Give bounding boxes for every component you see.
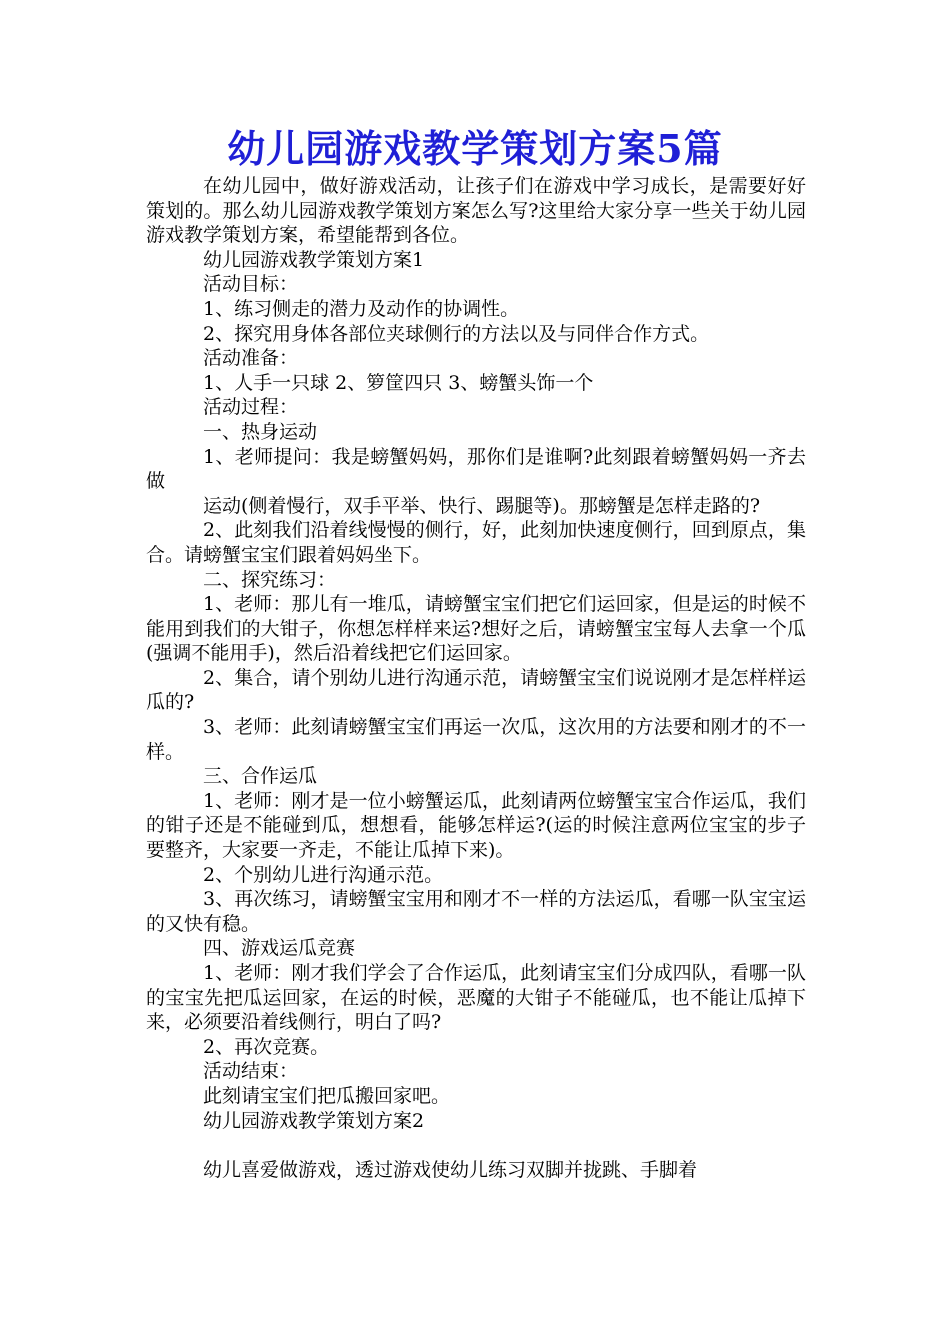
section-heading: 幼儿园游戏教学策划方案1 [203, 248, 425, 271]
paragraph: 一、热身运动 [203, 420, 318, 443]
paragraph: 幼儿喜爱做游戏，透过游戏使幼儿练习双脚并拢跳、手脚着 [203, 1158, 698, 1181]
paragraph: 2、探究用身体各部位夹球侧行的方法以及与同伴合作方式。 [203, 322, 710, 345]
paragraph: 2、再次竞赛。 [203, 1035, 330, 1058]
paragraph: 此刻请宝宝们把瓜搬回家吧。 [203, 1084, 451, 1107]
paragraph: 1、老师：刚才是一位小螃蟹运瓜，此刻请两位螃蟹宝宝合作运瓜，我们的钳子还是不能碰到瓜，想想看，能够怎样运?(运的时候注意两位宝宝的步子要整齐，大家要一齐走，不能让瓜掉下来)。 [146, 789, 806, 862]
paragraph: 3、再次练习，请螃蟹宝宝用和刚才不一样的方法运瓜，看哪一队宝宝运的又快有稳。 [146, 888, 806, 935]
section-heading: 幼儿园游戏教学策划方案2 [203, 1109, 425, 1132]
paragraph: 活动准备： [203, 347, 299, 370]
paragraph: 2、此刻我们沿着线慢慢的侧行，好，此刻加快速度侧行，回到原点，集合。请螃蟹宝宝们跟着妈妈坐下。 [146, 519, 806, 566]
document-body [146, 174, 806, 1182]
paragraph: 活动过程： [203, 396, 299, 419]
paragraph: 活动目标： [203, 273, 299, 296]
paragraph: 1、老师：那儿有一堆瓜，请螃蟹宝宝们把它们运回家，但是运的时候不能用到我们的大钳子，你想怎样样来运?想好之后，请螃蟹宝宝每人去拿一个瓜(强调不能用手)，然后沿着线把它们运回家。 [146, 593, 806, 665]
paragraph: 三、合作运瓜 [203, 765, 318, 788]
paragraph: 在幼儿园中，做好游戏活动，让孩子们在游戏中学习成长，是需要好好策划的。那么幼儿园游戏教学策划方案怎么写?这里给大家分享一些关于幼儿园游戏教学策划方案，希望能帮到各位。 [146, 175, 806, 247]
paragraph: 四、游戏运瓜竞赛 [203, 937, 356, 960]
paragraph: 2、个别幼儿进行沟通示范。 [203, 863, 444, 886]
paragraph: 二、探究练习： [203, 568, 337, 591]
paragraph: 1、老师提问：我是螃蟹妈妈，那你们是谁啊?此刻跟着螃蟹妈妈一齐去做 [146, 445, 806, 493]
paragraph: 1、练习侧走的潜力及动作的协调性。 [203, 297, 520, 320]
paragraph: 活动结束： [203, 1060, 299, 1083]
paragraph: 运动(侧着慢行，双手平举、快行、踢腿等)。那螃蟹是怎样走路的? [203, 494, 761, 517]
document-title: 幼儿园游戏教学策划方案5篇 [227, 126, 723, 171]
paragraph: 3、老师：此刻请螃蟹宝宝们再运一次瓜，这次用的方法要和刚才的不一样。 [146, 716, 806, 763]
paragraph: 1、老师：刚才我们学会了合作运瓜，此刻请宝宝们分成四队，看哪一队的宝宝先把瓜运回家，在运的时候，恶魔的大钳子不能碰瓜，也不能让瓜掉下来，必须要沿着线侧行，明白了吗? [146, 962, 806, 1034]
paragraph: 2、集合，请个别幼儿进行沟通示范，请螃蟹宝宝们说说刚才是怎样样运瓜的? [146, 666, 806, 714]
paragraph: 1、人手一只球 2、箩筐四只 3、螃蟹头饰一个 [203, 371, 594, 394]
